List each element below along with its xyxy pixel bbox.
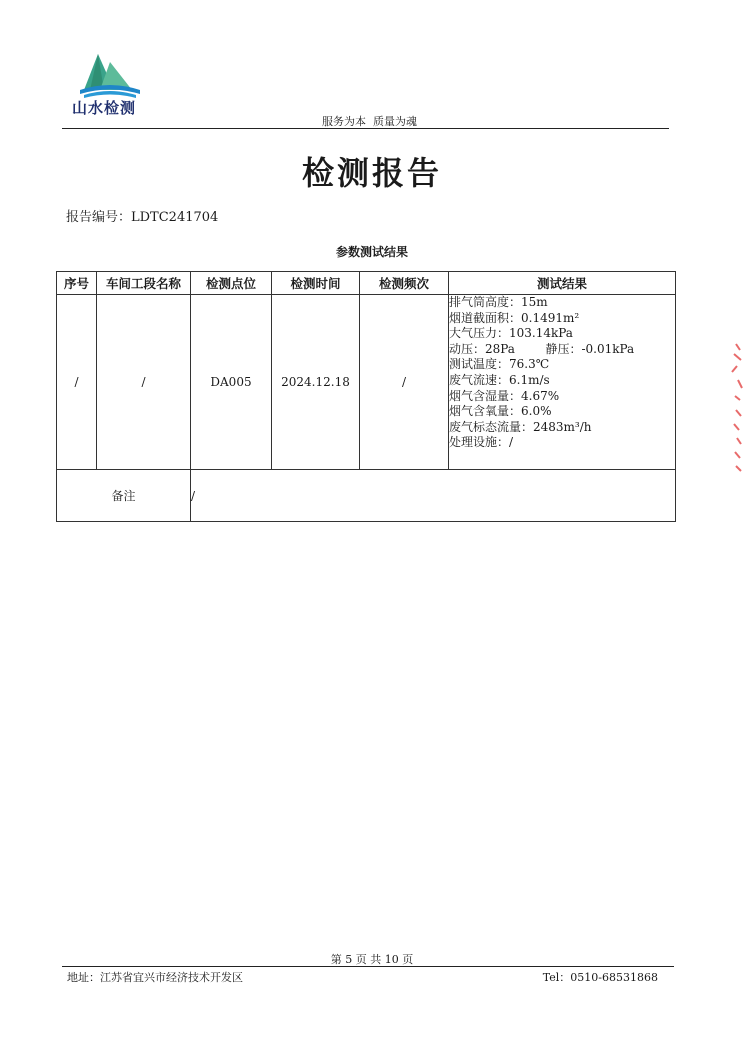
footer-divider (62, 966, 674, 967)
results-table (56, 271, 676, 522)
result-standard-flow: 废气标态流量：2483m³/h (449, 419, 592, 434)
result-treatment: 处理设施：/ (449, 435, 514, 450)
logo-text: 山水检测 (72, 99, 137, 117)
header-workshop: 车间工段名称 (97, 272, 191, 295)
header-results: 测试结果 (449, 272, 676, 295)
cell-frequency: / (360, 295, 449, 470)
result-stack-height: 排气筒高度：15m (449, 295, 548, 309)
result-moisture: 烟气含湿量：4.67% (449, 388, 560, 403)
stamp-fragment (726, 340, 744, 475)
cell-date: 2024.12.18 (272, 295, 360, 470)
cell-seq: / (57, 295, 97, 470)
result-flue-area: 烟道截面积：0.1491m² (449, 310, 580, 325)
result-pressures: 动压：28Pa 静压：-0.01kPa (449, 341, 635, 356)
company-address: 地址：江苏省宜兴市经济技术开发区 (67, 971, 243, 984)
header-point: 检测点位 (191, 272, 272, 295)
remarks-label: 备注 (57, 470, 191, 522)
result-temperature: 测试温度：76.3℃ (449, 357, 550, 372)
cell-results (449, 295, 676, 470)
header-seq: 序号 (57, 272, 97, 295)
header-divider (62, 128, 669, 129)
result-oxygen: 烟气含氧量：6.0% (449, 404, 552, 419)
remarks-row (57, 470, 676, 522)
header-frequency: 检测频次 (360, 272, 449, 295)
cell-workshop: / (97, 295, 191, 470)
table-title: 参数测试结果 (335, 245, 408, 259)
remarks-value: / (191, 470, 676, 522)
report-title: 检测报告 (301, 154, 442, 192)
result-flow-velocity: 废气流速：6.1m/s (449, 372, 550, 387)
company-tel: Tel：0510-68531868 (542, 971, 658, 984)
result-atm-pressure: 大气压力：103.14kPa (449, 326, 573, 341)
table-row (57, 295, 676, 470)
page-number: 第 5 页 共 10 页 (330, 953, 414, 966)
report-number: 报告编号：LDTC241704 (66, 210, 219, 225)
company-slogan: 服务为本 质量为魂 (322, 115, 417, 128)
table-header-row (57, 272, 676, 295)
cell-point: DA005 (191, 295, 272, 470)
header-date: 检测时间 (272, 272, 360, 295)
